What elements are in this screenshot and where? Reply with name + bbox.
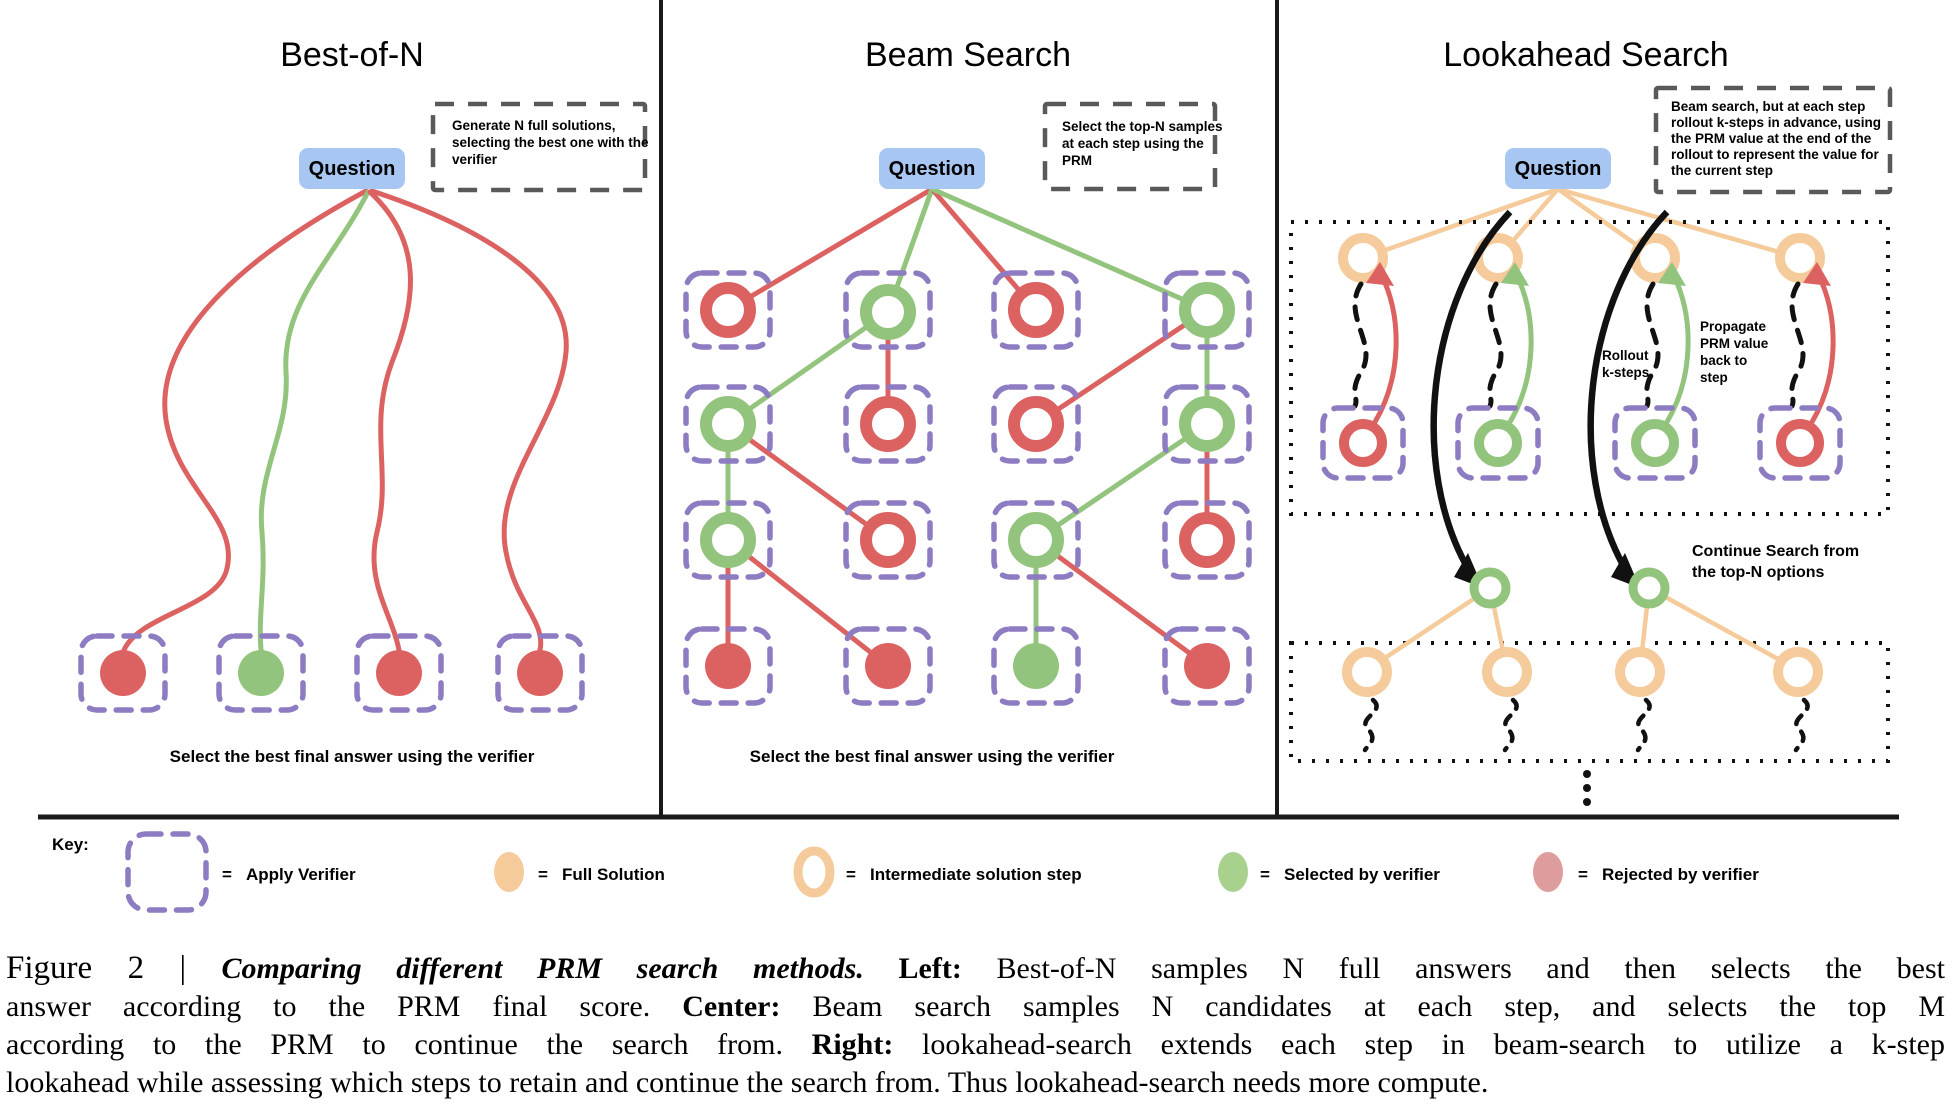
- panel-title-beam-search: Beam Search: [865, 36, 1071, 74]
- final-answer-rejected: [1184, 643, 1230, 689]
- lookahead-edge: [1558, 189, 1800, 258]
- full-step-node: [1620, 652, 1660, 692]
- final-answer-rejected: [376, 650, 422, 696]
- key-rejected-icon: [1533, 852, 1563, 892]
- note-text-beam: Select the top-N samples at each step using the PRM: [1062, 119, 1223, 168]
- key-apply-verifier-box-icon: [128, 834, 206, 910]
- caption-line-2: [6, 988, 1945, 1026]
- caption-line-3: [6, 1026, 1945, 1064]
- panel-title-best-of-n: Best-of-N: [280, 36, 424, 74]
- rollout-squiggle: [1355, 284, 1366, 406]
- rollout-label: Rollout k-steps: [1602, 348, 1650, 380]
- ellipsis-dot: [1583, 784, 1591, 792]
- question-label-beam: Question: [888, 158, 976, 180]
- mini-rollout-squiggle: [1505, 700, 1517, 750]
- step-node-selected: [1185, 402, 1229, 446]
- propagate-label: Propagate PRM value back to step: [1700, 319, 1769, 385]
- caption-segment: Comparing different PRM search methods.: [221, 952, 864, 985]
- bestofn-solution-path-rejected: [124, 191, 366, 650]
- figure-caption: [0, 937, 1955, 1102]
- mini-rollout-squiggle: [1365, 700, 1377, 750]
- step-node-rejected: [1185, 518, 1229, 562]
- propagate-arrow-rejected: [1375, 274, 1396, 422]
- beam-edge: [728, 312, 888, 424]
- key-full-solution-icon: [494, 852, 524, 892]
- key-item-intermediate-step: Intermediate solution step: [870, 865, 1082, 884]
- lookahead-edge: [1649, 588, 1798, 670]
- caption-segment: Right:: [811, 1028, 894, 1061]
- step-node-rejected: [866, 402, 910, 446]
- note-text-lookahead: Beam search, but at each step rollout k-steps in advance, using the PRM value at the end of the rollout to represent the value for the current step: [1671, 99, 1882, 178]
- propagate-arrow-selected: [1667, 274, 1688, 422]
- step-node-rejected: [1014, 288, 1058, 332]
- key-item-full-solution: Full Solution: [562, 865, 665, 884]
- step-node-rejected: [1781, 424, 1819, 462]
- bestofn-solution-path-selected: [260, 192, 368, 650]
- beam-edge: [1036, 310, 1207, 424]
- question-label-best-of-n: Question: [308, 158, 396, 180]
- key-label: Key:: [52, 835, 89, 854]
- full-step-node: [1347, 652, 1387, 692]
- note-text-best-of-n: Generate N full solutions, selecting the best one with the verifier: [452, 118, 649, 167]
- step-node-selected: [1185, 288, 1229, 332]
- bestofn-solution-path-rejected: [372, 191, 566, 650]
- beam-edge: [1036, 424, 1207, 540]
- caption-segment: lookahead-search extends each step in beam-search to utilize a k-step: [893, 1028, 1946, 1061]
- key-item-apply-verifier: Apply Verifier: [246, 865, 356, 884]
- key-item-selected: Selected by verifier: [1284, 865, 1440, 884]
- final-answer-rejected: [865, 643, 911, 689]
- propagate-arrow-rejected: [1812, 274, 1833, 422]
- step-node-selected: [1479, 424, 1517, 462]
- panel-title-lookahead-search: Lookahead Search: [1443, 36, 1729, 74]
- step-node-selected: [706, 402, 750, 446]
- caption-segment: [864, 952, 899, 985]
- ellipsis-dot: [1583, 770, 1591, 778]
- final-answer-selected: [1013, 643, 1059, 689]
- final-answer-rejected: [705, 643, 751, 689]
- rollout-squiggle: [1792, 284, 1803, 406]
- mini-rollout-squiggle: [1796, 700, 1808, 750]
- caption-segment: Figure 2 |: [6, 950, 222, 986]
- step-node-rejected: [866, 518, 910, 562]
- key-selected-icon: [1218, 852, 1248, 892]
- step-node-rejected: [1014, 402, 1058, 446]
- caption-line-1: [6, 949, 1945, 988]
- key-equals: =: [538, 865, 548, 884]
- final-answer-rejected: [517, 650, 563, 696]
- step-node-rejected: [706, 288, 750, 332]
- final-answer-selected: [238, 650, 284, 696]
- key-equals: =: [846, 865, 856, 884]
- step-node-selected: [706, 518, 750, 562]
- step-node-selected: [866, 290, 910, 334]
- caption-segment: answer according to the PRM final score.: [6, 990, 683, 1023]
- propagate-arrow-selected: [1510, 274, 1531, 422]
- key-equals: =: [222, 865, 232, 884]
- step-node-selected: [1014, 518, 1058, 562]
- continue-node-selected: [1633, 572, 1665, 604]
- key-intermediate-step-icon: [798, 851, 830, 893]
- caption-segment: Beam search samples N candidates at each step, and selects the top M: [780, 990, 1946, 1023]
- key-equals: =: [1578, 865, 1588, 884]
- full-step-node: [1487, 652, 1527, 692]
- rollout-squiggle: [1647, 284, 1658, 406]
- step-node-selected: [1636, 424, 1674, 462]
- beam-edge: [728, 424, 888, 540]
- key-item-rejected: Rejected by verifier: [1602, 865, 1759, 884]
- continue-node-selected: [1474, 572, 1506, 604]
- caption-segment: Best-of-N samples N full answers and then selects the best: [961, 952, 1945, 985]
- mini-rollout-squiggle: [1638, 700, 1650, 750]
- question-label-lookahead: Question: [1514, 158, 1602, 180]
- continue-label: Continue Search from the top-N options: [1692, 543, 1860, 581]
- beam-edge: [728, 540, 888, 666]
- footer-beam: Select the best final answer using the verifier: [749, 747, 1115, 766]
- key-equals: =: [1260, 865, 1270, 884]
- rollout-squiggle: [1490, 284, 1501, 406]
- bestofn-solution-path-rejected: [370, 192, 410, 650]
- caption-segment: lookahead while assessing which steps to retain and continue the search from. Thus lookahead-search needs more compute.: [6, 1066, 1489, 1099]
- footer-best-of-n: Select the best final answer using the verifier: [169, 747, 535, 766]
- ellipsis-dot: [1583, 798, 1591, 806]
- caption-segment: Left:: [898, 952, 962, 985]
- caption-line-4: [6, 1064, 1945, 1102]
- caption-segment: according to the PRM to continue the search from.: [6, 1028, 812, 1061]
- caption-segment: Center:: [682, 990, 781, 1023]
- beam-edge: [1036, 540, 1207, 666]
- full-step-node: [1778, 652, 1818, 692]
- final-answer-rejected: [100, 650, 146, 696]
- step-node-rejected: [1344, 424, 1382, 462]
